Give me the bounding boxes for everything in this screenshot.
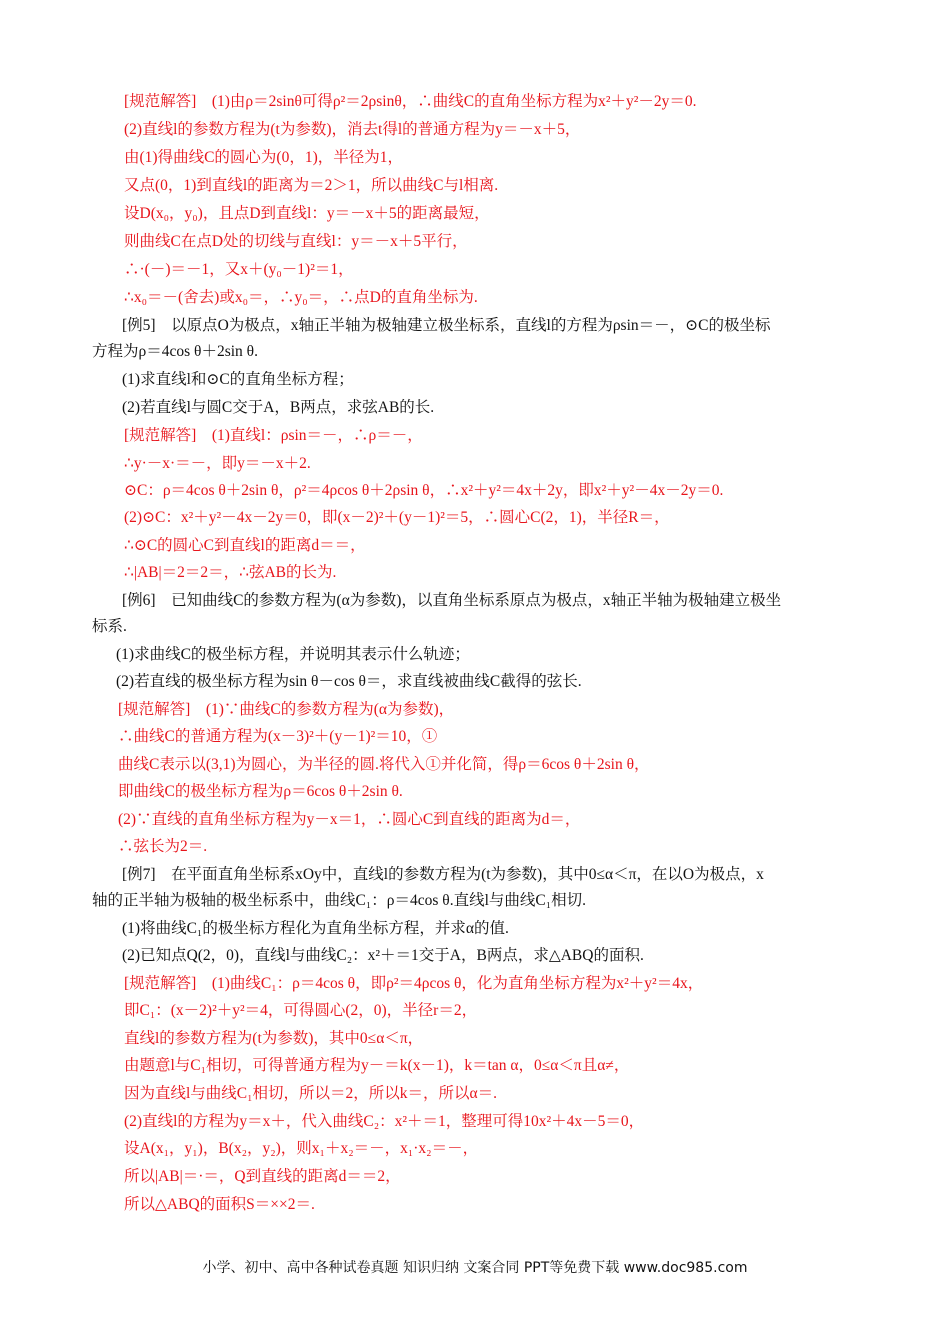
- question-part: (2)若直线的极坐标方程为sin θ－cos θ＝，求直线被曲线C截得的弦长.: [116, 673, 582, 690]
- solution-line: 曲线C表示以(3,1)为圆心，为半径的圆.将代入①并化简，得ρ＝6cos θ＋2sin θ，: [118, 756, 650, 773]
- solution-line: 即曲线C的极坐标方程为ρ＝6cos θ＋2sin θ.: [118, 783, 403, 800]
- solution-line: (2)∵直线的直角坐标方程为y－x＝1，∴圆心C到直线的距离为d＝，: [118, 811, 581, 828]
- solution-line: 设A(x₁，y₁)，B(x₂，y₂)，则x₁＋x₂＝－，x₁·x₂＝－，: [124, 1140, 479, 1157]
- solution-line: 直线l的参数方程为(t为参数)，其中0≤α＜π，: [124, 1030, 424, 1047]
- solution-line: 设D(x₀，y₀)，且点D到直线l：y＝－x＋5的距离最短，: [124, 205, 490, 222]
- solution-line: 所以|AB|＝·＝，Q到直线的距离d＝＝2，: [124, 1168, 401, 1185]
- solution-line: [规范解答] (1)∵曲线C的参数方程为(α为参数)，: [118, 701, 455, 718]
- question-part: (1)将曲线C₁的极坐标方程化为直角坐标方程，并求α的值.: [122, 920, 509, 937]
- solution-line: 由题意l与C₁相切，可得普通方程为y－＝k(x－1)，k＝tan α，0≤α＜π且α≠，: [124, 1057, 630, 1074]
- question-part: (1)求直线l和⊙C的直角坐标方程；: [122, 371, 354, 388]
- example-7-question-cont: 轴的正半轴为极轴的极坐标系中，曲线C₁：ρ＝4cos θ.直线l与曲线C₁相切.: [92, 892, 586, 909]
- solution-line: (2)⊙C：x²＋y²－4x－2y＝0，即(x－2)²＋(y－1)²＝5，∴圆心C(2，1)，半径R＝，: [124, 509, 670, 526]
- example-6-question-cont: 标系.: [92, 618, 127, 635]
- solution-line: (2)直线l的方程为y＝x＋，代入曲线C₂：x²＋＝1，整理可得10x²＋4x－5＝0，: [124, 1113, 645, 1130]
- solution-line: (2)直线l的参数方程为(t为参数)，消去t得l的普通方程为y＝－x＋5，: [124, 121, 581, 138]
- question-part: (2)若直线l与圆C交于A，B两点，求弦AB的长.: [122, 399, 435, 416]
- solution-line: ∴弦长为2＝.: [118, 838, 208, 855]
- solution-line: 因为直线l与曲线C₁相切，所以＝2，所以k＝，所以α＝.: [124, 1085, 498, 1102]
- solution-line: ⊙C：ρ＝4cos θ＋2sin θ，ρ²＝4ρcos θ＋2ρsin θ，∴x²＋y²＝4x＋2y，即x²＋y²－4x－2y＝0.: [124, 482, 724, 499]
- solution-line: [规范解答] (1)曲线C₁：ρ＝4cos θ，即ρ²＝4ρcos θ，化为直角坐标方程为x²＋y²＝4x，: [124, 975, 704, 992]
- solution-line: 则曲线C在点D处的切线与直线l：y＝－x＋5平行，: [124, 233, 468, 250]
- solution-line: [规范解答] (1)由ρ＝2sinθ可得ρ²＝2ρsinθ，∴曲线C的直角坐标方程为x²＋y²－2y＝0.: [124, 93, 697, 110]
- page-footer: 小学、初中、高中各种试卷真题 知识归纳 文案合同 PPT等免费下载 www.doc985.com: [202, 1260, 748, 1276]
- example-7-question: [例7] 在平面直角坐标系xOy中，直线l的参数方程为(t为参数)，其中0≤α＜π，在以O为极点，x: [122, 866, 764, 883]
- solution-line: ∴·(－)＝－1，又x＋(y₀－1)²＝1，: [124, 261, 354, 278]
- solution-line: ∴曲线C的普通方程为(x－3)²＋(y－1)²＝10，①: [118, 728, 438, 745]
- solution-line: ∴y·－x·＝－，即y＝－x＋2.: [124, 455, 311, 472]
- example-5-question-cont: 方程为ρ＝4cos θ＋2sin θ.: [92, 343, 258, 360]
- solution-line: ∴|AB|＝2＝2＝，∴弦AB的长为.: [124, 564, 337, 581]
- solution-line: ∴⊙C的圆心C到直线l的距离d＝＝，: [124, 537, 366, 554]
- example-6-question: [例6] 已知曲线C的参数方程为(α为参数)，以直角坐标系原点为极点，x轴正半轴为极轴建立极坐: [122, 592, 782, 609]
- solution-line: 即C₁：(x－2)²＋y²＝4，可得圆心(2，0)，半径r＝2，: [124, 1002, 478, 1019]
- solution-line: [规范解答] (1)直线l：ρsin＝－，∴ρ＝－，: [124, 427, 423, 444]
- example-5-question: [例5] 以原点O为极点，x轴正半轴为极轴建立极坐标系，直线l的方程为ρsin＝－，⊙C的极坐标: [122, 317, 771, 334]
- solution-line: 由(1)得曲线C的圆心为(0，1)，半径为1，: [124, 149, 403, 166]
- question-part: (2)已知点Q(2，0)，直线l与曲线C₂：x²＋＝1交于A，B两点，求△ABQ的面积.: [122, 947, 644, 964]
- solution-line: ∴x₀＝－(舍去)或x₀＝，∴y₀＝，∴点D的直角坐标为.: [124, 289, 478, 306]
- solution-line: 所以△ABQ的面积S＝××2＝.: [124, 1196, 315, 1213]
- question-part: (1)求曲线C的极坐标方程，并说明其表示什么轨迹；: [116, 646, 470, 663]
- solution-line: 又点(0，1)到直线l的距离为＝2＞1，所以曲线C与l相离.: [124, 177, 499, 194]
